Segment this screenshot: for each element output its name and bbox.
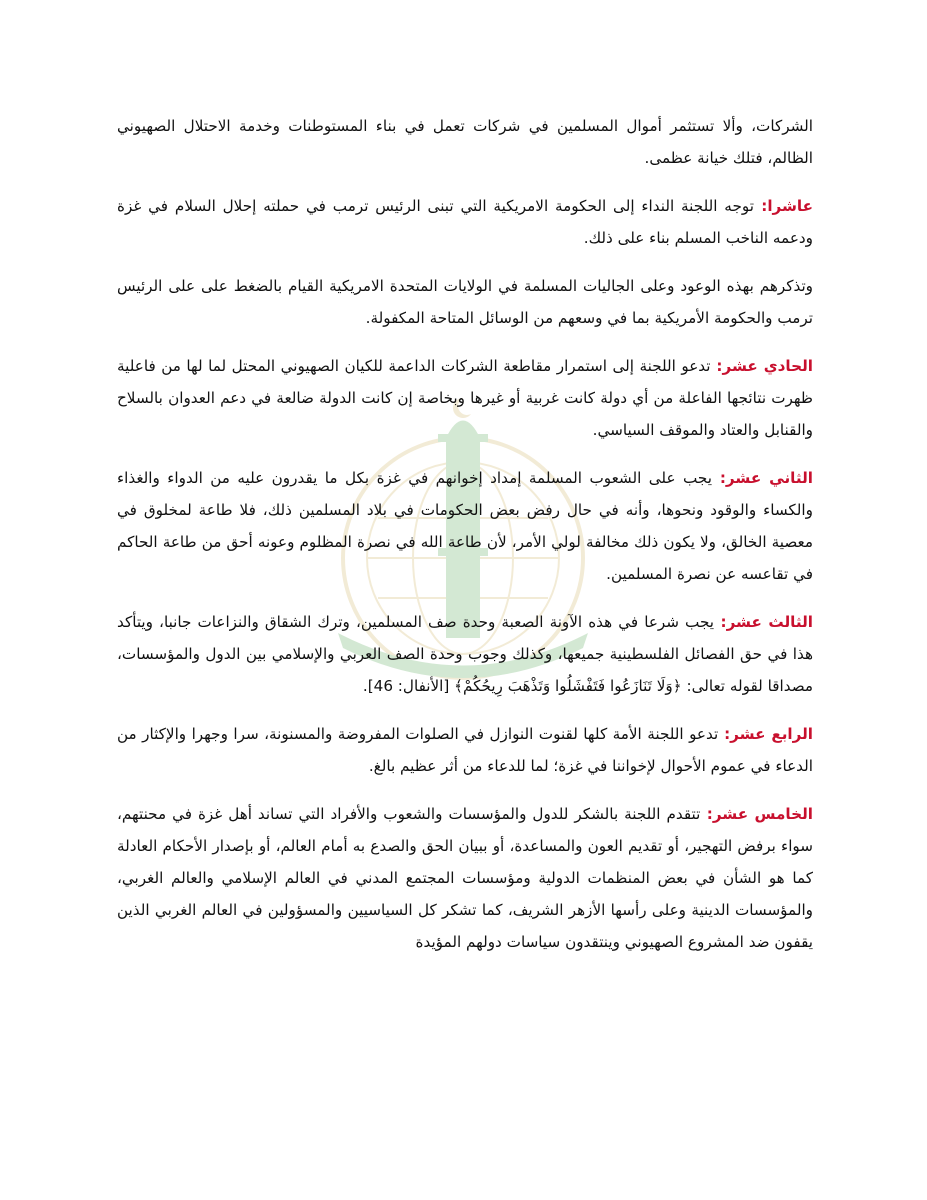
paragraph-text: توجه اللجنة النداء إلى الحكومة الامريكية التي تبنى الرئيس ترمب في حملته إحلال السلام في غزة ودعمه الناخب المسلم بناء على ذلك. — [117, 197, 813, 247]
paragraph-text: يجب على الشعوب المسلمة إمداد إخوانهم في غزة بكل ما يقدرون عليه من الدواء والغذاء والكساء والوقود ونحوها، وأنه في حال رفض بعض الحكومات في بلاد المسلمين ذلك، فلا طاعة لمخلوق في معصية الخالق، ولا يكون ذلك مخالفة لولي الأمر، لأن طاعة الله في نصرة المظلوم وعونه أحق من طاعة الحاكم في تقاعسه عن نصرة المسلمين. — [117, 469, 813, 583]
document-body — [117, 110, 813, 974]
paragraph-text: وتذكرهم بهذه الوعود وعلى الجاليات المسلمة في الولايات المتحدة الامريكية القيام بالضغط على على الرئيس ترمب والحكومة الأمريكية بما في وسعهم من الوسائل المتاحة المكفولة. — [117, 277, 813, 327]
paragraph-item-14 — [117, 718, 813, 782]
paragraph-text: يجب شرعا في هذه الآونة الصعبة وحدة صف المسلمين، وترك الشقاق والنزاعات جانبا، ويتأكد هذا في حق الفصائل الفلسطينية جميعها، وكذلك وجوب وحدة الصف العربي والإسلامي بين الدول والمؤسسات، مصداقا لقوله تعالى: ﴿وَلَا تَنَازَعُوا فَتَفْشَلُوا وَتَذْهَبَ رِيحُكُمْ﴾ [الأنفال: 46]. — [117, 613, 813, 695]
item-heading: الرابع عشر: — [724, 725, 813, 743]
item-heading: الثاني عشر: — [719, 469, 813, 487]
paragraph-item-15 — [117, 798, 813, 958]
paragraph-text: الشركات، وألا تستثمر أموال المسلمين في شركات تعمل في بناء المستوطنات وخدمة الاحتلال الصهيوني الظالم، فتلك خيانة عظمى. — [117, 117, 813, 167]
paragraph-item-11 — [117, 350, 813, 446]
paragraph-text: تتقدم اللجنة بالشكر للدول والمؤسسات والشعوب والأفراد التي تساند أهل غزة في محنتهم، سواء برفض التهجير، أو تقديم العون والمساعدة، أو ببيان الحق والصدع به أمام العالم، أو بإصدار الأحكام العادلة كما هو الشأن في بعض المنظمات الدولية ومؤسسات المجتمع المدني في العالم الإسلامي والعالم الغربي، والمؤسسات الدينية وعلى رأسها الأزهر الشريف، كما تشكر كل السياسيين والمسؤولين في العالم الغربي الذين يقفون ضد المشروع الصهيوني وينتقدون سياسات دولهم المؤيدة — [117, 805, 813, 951]
item-heading: الثالث عشر: — [720, 613, 813, 631]
paragraph-text: تدعو اللجنة الأمة كلها لقنوت النوازل في الصلوات المفروضة والمسنونة، سرا وجهرا والإكثار من الدعاء في عموم الأحوال لإخواننا في غزة؛ لما للدعاء من أثر عظيم بالغ. — [117, 725, 813, 775]
item-heading: الحادي عشر: — [716, 357, 813, 375]
paragraph-text: تدعو اللجنة إلى استمرار مقاطعة الشركات الداعمة للكيان الصهيوني المحتل لما لها من فاعلية ظهرت نتائجها الفاعلة من أي دولة كانت غربية أو غيرها وبخاصة إن كانت الدولة ضالعة في دعم العدوان بالسلاح والقنابل والعتاد والموقف السياسي. — [117, 357, 813, 439]
paragraph-reminder — [117, 270, 813, 334]
paragraph-item-13 — [117, 606, 813, 702]
paragraph-item-10 — [117, 190, 813, 254]
item-heading: الخامس عشر: — [706, 805, 813, 823]
paragraph-continued — [117, 110, 813, 174]
paragraph-item-12 — [117, 462, 813, 590]
item-heading: عاشرا: — [761, 197, 813, 215]
